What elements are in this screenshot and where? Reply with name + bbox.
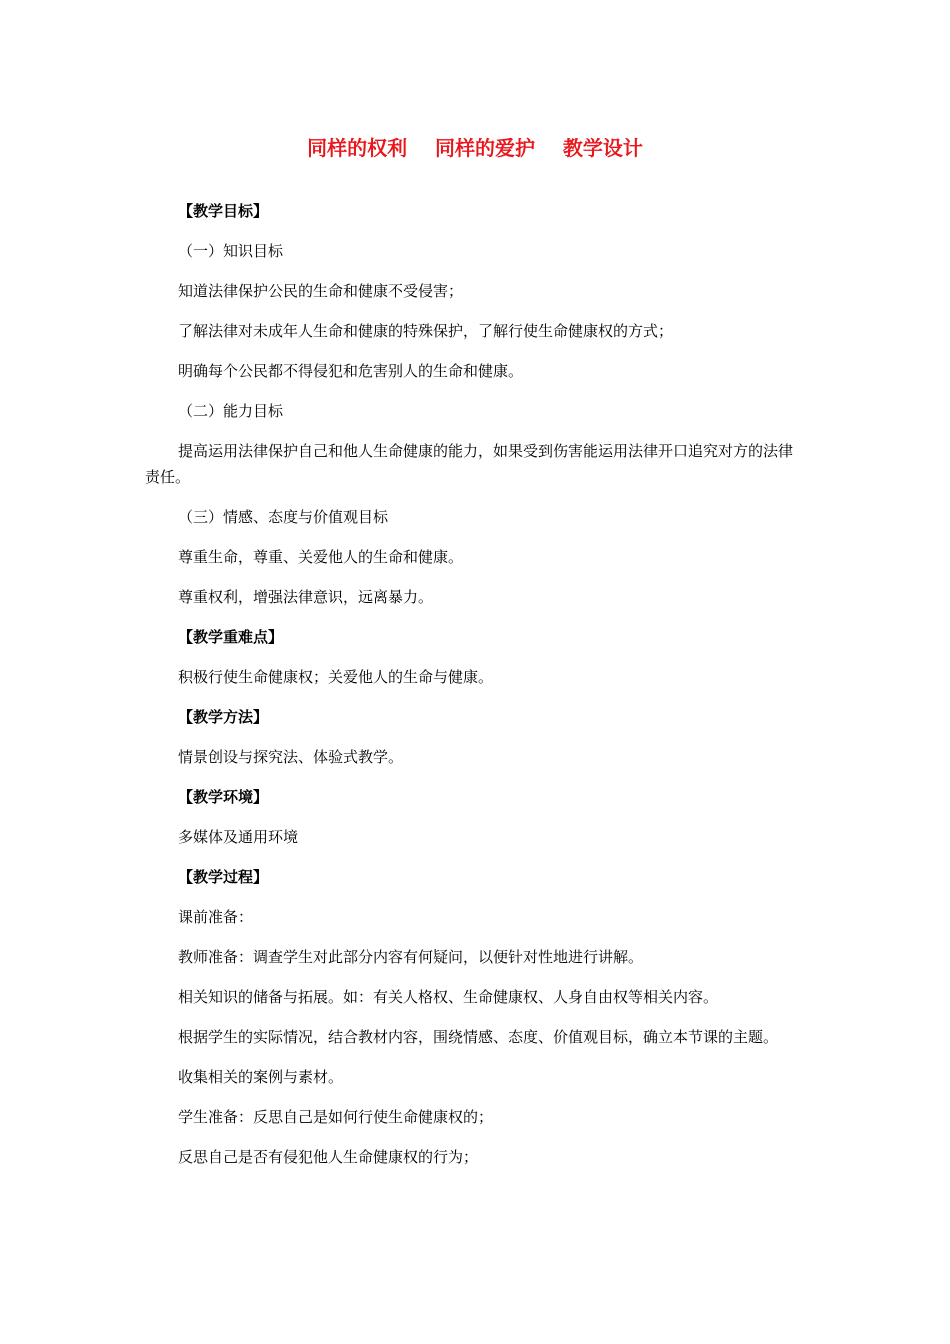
section-heading-methods: 【教学方法】 xyxy=(178,708,269,726)
subheading-values: （三）情感、态度与价值观目标 xyxy=(178,508,389,526)
paragraph: 课前准备： xyxy=(178,908,254,926)
paragraph: 收集相关的案例与素材。 xyxy=(178,1068,344,1086)
paragraph: 学生准备：反思自己是如何行使生命健康权的； xyxy=(178,1108,494,1126)
paragraph: 多媒体及通用环境 xyxy=(178,828,299,846)
section-heading-objectives: 【教学目标】 xyxy=(178,202,269,220)
paragraph: 情景创设与探究法、体验式教学。 xyxy=(178,748,404,766)
section-heading-environment: 【教学环境】 xyxy=(178,788,269,806)
paragraph: 反思自己是否有侵犯他人生命健康权的行为； xyxy=(178,1148,479,1166)
paragraph: 根据学生的实际情况，结合教材内容，围绕情感、态度、价值观目标，确立本节课的主题。 xyxy=(178,1028,779,1046)
paragraph: 明确每个公民都不得侵犯和危害别人的生命和健康。 xyxy=(178,362,524,380)
document-body xyxy=(145,198,807,1184)
paragraph: 了解法律对未成年人生命和健康的特殊保护，了解行使生命健康权的方式； xyxy=(178,322,674,340)
paragraph: 积极行使生命健康权；关爱他人的生命与健康。 xyxy=(178,668,494,686)
paragraph: 教师准备：调查学生对此部分内容有何疑问，以便针对性地进行讲解。 xyxy=(178,948,644,966)
paragraph: 提高运用法律保护自己和他人生命健康的能力，如果受到伤害能运用法律开口追究对方的法律责任。 xyxy=(145,442,794,486)
paragraph: 知道法律保护公民的生命和健康不受侵害； xyxy=(178,282,464,300)
subheading-knowledge: （一）知识目标 xyxy=(178,242,284,260)
section-heading-process: 【教学过程】 xyxy=(178,868,269,886)
subheading-ability: （二）能力目标 xyxy=(178,402,284,420)
paragraph: 相关知识的储备与拓展。如：有关人格权、生命健康权、人身自由权等相关内容。 xyxy=(178,988,719,1006)
section-heading-key-points: 【教学重难点】 xyxy=(178,628,284,646)
paragraph: 尊重权利，增强法律意识，远离暴力。 xyxy=(178,588,434,606)
paragraph: 尊重生命，尊重、关爱他人的生命和健康。 xyxy=(178,548,464,566)
document-title: 同样的权利 同样的爱护 教学设计 xyxy=(307,136,643,160)
